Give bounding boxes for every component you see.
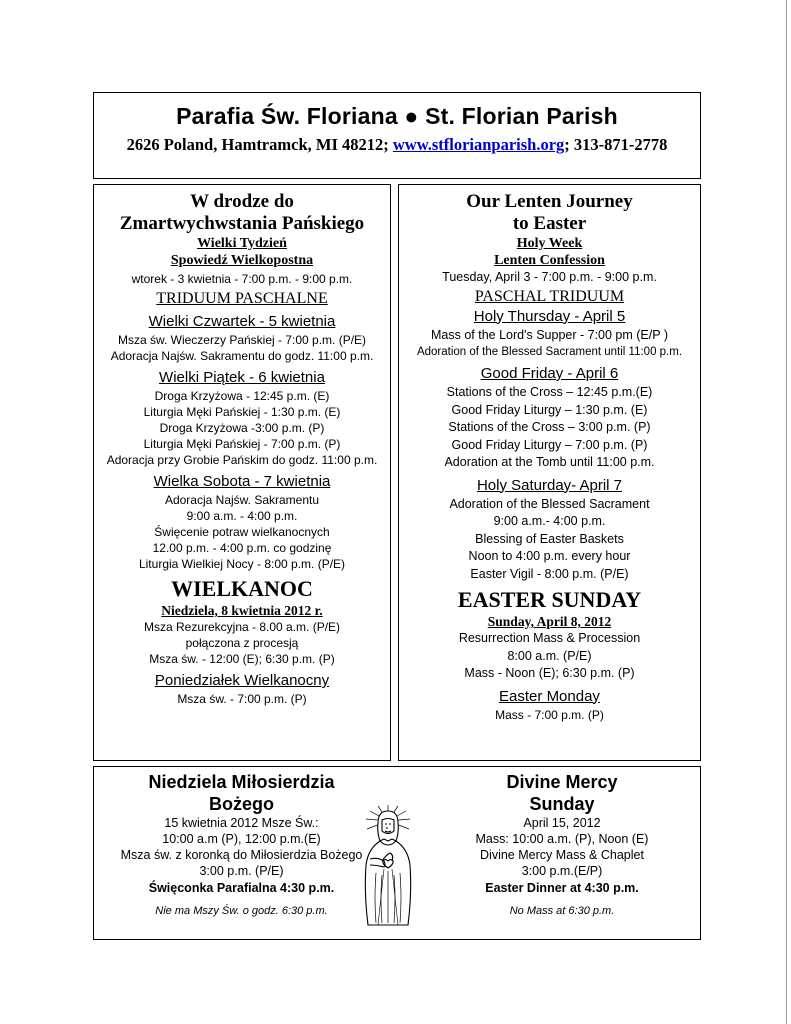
english-thursday-line: Mass of the Lord's Supper - 7:00 pm (E/P ) xyxy=(431,327,668,342)
english-holy-week: Holy Week xyxy=(516,236,583,251)
english-thursday-title: Holy Thursday - April 5 xyxy=(473,307,626,325)
polish-triduum: TRIDUUM PASCHALNE xyxy=(156,290,328,307)
english-saturday-line: 9:00 a.m.- 4:00 p.m. xyxy=(493,514,606,528)
english-saturday-line: Noon to 4:00 p.m. every hour xyxy=(468,549,631,563)
english-friday-line: Stations of the Cross – 12:45 p.m.(E) xyxy=(446,385,653,399)
page-edge xyxy=(786,0,787,1024)
polish-holy-week: Wielki Tydzień xyxy=(197,236,287,251)
mercy-en-line: Divine Mercy Mass & Chaplet xyxy=(480,848,644,862)
mercy-pl-line: 15 kwietnia 2012 Msze Św.: xyxy=(164,816,319,830)
polish-friday-line: Droga Krzyżowa -3:00 p.m. (P) xyxy=(159,421,325,435)
english-thursday-line: Adoration of the Blessed Sacrament until 11:00 p.m. xyxy=(416,346,683,358)
header-box xyxy=(93,92,701,179)
english-title-line-1: Our Lenten Journey xyxy=(466,191,633,212)
english-triduum: PASCHAL TRIDUUM xyxy=(474,287,625,305)
divine-mercy-jesus-icon xyxy=(352,803,424,931)
mercy-pl-line: 3:00 p.m. (P/E) xyxy=(199,864,284,878)
mercy-en-title-line-2: Sunday xyxy=(529,794,595,814)
polish-easter-line: połączona z procesją xyxy=(185,636,299,650)
polish-monday-title: Poniedziałek Wielkanocny xyxy=(154,672,330,689)
english-saturday-line: Easter Vigil - 8:00 p.m. (P/E) xyxy=(470,566,629,581)
polish-title-line-2: Zmartwychwstania Pańskiego xyxy=(119,213,365,234)
mercy-pl-dinner: Święconka Parafialna 4:30 p.m. xyxy=(148,881,335,895)
polish-schedule-box xyxy=(93,184,391,761)
polish-confession-title: Spowiedź Wielkopostna xyxy=(170,253,314,268)
polish-easter-heading: WIELKANOC xyxy=(171,576,313,601)
english-easter-line: Resurrection Mass & Procession xyxy=(458,631,641,645)
mercy-en-line: 3:00 p.m.(E/P) xyxy=(521,864,603,878)
polish-friday-line: Adoracja przy Grobie Pańskim do godz. 11:00 p.m. xyxy=(106,453,378,467)
english-easter-date: Sunday, April 8, 2012 xyxy=(487,614,612,629)
parish-address: 2626 Poland, Hamtramck, MI 48212; xyxy=(126,135,393,154)
polish-thursday-line: Adoracja Najśw. Sakramentu do godz. 11:00 p.m. xyxy=(110,349,374,363)
polish-monday-line: Msza św. - 7:00 p.m. (P) xyxy=(177,692,307,706)
parish-website-link[interactable]: www.stflorianparish.org xyxy=(392,135,565,154)
mercy-en-note: No Mass at 6:30 p.m. xyxy=(509,905,615,917)
mercy-en-line: Mass: 10:00 a.m. (P), Noon (E) xyxy=(475,832,649,846)
english-monday-title: Easter Monday xyxy=(499,687,600,705)
english-friday-line: Adoration at the Tomb until 11:00 p.m. xyxy=(444,455,655,469)
english-confession-time: Tuesday, April 3 - 7:00 p.m. - 9:00 p.m. xyxy=(442,270,657,284)
polish-saturday-line: Święcenie potraw wielkanocnych xyxy=(154,525,330,539)
polish-friday-line: Liturgia Męki Pańskiej - 7:00 p.m. (P) xyxy=(143,437,341,451)
polish-friday-title: Wielki Piątek - 6 kwietnia xyxy=(159,369,325,386)
polish-confession-time: wtorek - 3 kwietnia - 7:00 p.m. - 9:00 p.m. xyxy=(131,272,353,286)
english-monday-line: Mass - 7:00 p.m. (P) xyxy=(495,707,604,722)
english-friday-line: Good Friday Liturgy – 1:30 p.m. (E) xyxy=(451,402,648,417)
polish-saturday-line: 9:00 a.m. - 4:00 p.m. xyxy=(186,509,298,523)
polish-title-line-1: W drodze do xyxy=(190,191,294,212)
english-schedule-box xyxy=(398,184,701,761)
english-easter-heading: EASTER SUNDAY xyxy=(457,587,642,612)
english-saturday-line: Adoration of the Blessed Sacrament xyxy=(449,496,650,511)
english-confession-title: Lenten Confession xyxy=(494,253,605,268)
polish-easter-line: Msza św. - 12:00 (E); 6:30 p.m. (P) xyxy=(149,652,335,666)
mercy-pl-note: Nie ma Mszy Św. o godz. 6:30 p.m. xyxy=(155,905,328,917)
divine-mercy-box xyxy=(93,766,701,940)
polish-saturday-title: Wielka Sobota - 7 kwietnia xyxy=(153,473,331,490)
mercy-pl-title-line-1: Niedziela Miłosierdzia xyxy=(148,772,335,792)
mercy-pl-line: 10:00 a.m (P), 12:00 p.m.(E) xyxy=(162,832,321,846)
polish-saturday-line: Adoracja Najśw. Sakramentu xyxy=(164,493,320,507)
polish-friday-line: Liturgia Męki Pańskiej - 1:30 p.m. (E) xyxy=(143,405,341,419)
english-saturday-line: Blessing of Easter Baskets xyxy=(475,531,624,546)
mercy-en-line: April 15, 2012 xyxy=(523,816,601,830)
english-friday-line: Good Friday Liturgy – 7:00 p.m. (P) xyxy=(451,437,648,452)
polish-saturday-line: Liturgia Wielkiej Nocy - 8:00 p.m. (P/E) xyxy=(138,557,346,571)
english-saturday-title: Holy Saturday- April 7 xyxy=(476,476,623,494)
english-title-line-2: to Easter xyxy=(512,213,587,234)
polish-saturday-line: 12.00 p.m. - 4:00 p.m. co godzinę xyxy=(152,541,332,555)
mercy-pl-line: Msza św. z koronką do Miłosierdzia Bożego xyxy=(120,848,363,862)
mercy-en-dinner: Easter Dinner at 4:30 p.m. xyxy=(485,881,639,895)
polish-easter-date: Niedziela, 8 kwietnia 2012 r. xyxy=(161,603,323,618)
english-friday-title: Good Friday - April 6 xyxy=(480,365,619,382)
parish-phone: ; 313-871-2778 xyxy=(564,135,668,154)
polish-thursday-title: Wielki Czwartek - 5 kwietnia xyxy=(148,313,336,330)
polish-easter-line: Msza Rezurekcyjna - 8.00 a.m. (P/E) xyxy=(143,620,341,634)
english-friday-line: Stations of the Cross – 3:00 p.m. (P) xyxy=(448,420,651,434)
english-easter-line: Mass - Noon (E); 6:30 p.m. (P) xyxy=(464,666,635,680)
parish-address-line xyxy=(94,135,700,155)
english-easter-line: 8:00 a.m. (P/E) xyxy=(507,648,592,663)
polish-friday-line: Droga Krzyżowa - 12:45 p.m. (E) xyxy=(154,389,330,403)
parish-title: Parafia Św. Floriana ● St. Florian Parish xyxy=(176,103,618,129)
mercy-pl-title-line-2: Bożego xyxy=(209,794,274,814)
polish-thursday-line: Msza św. Wieczerzy Pańskiej - 7:00 p.m. (P/E) xyxy=(117,333,367,347)
mercy-en-title-line-1: Divine Mercy xyxy=(506,772,618,792)
